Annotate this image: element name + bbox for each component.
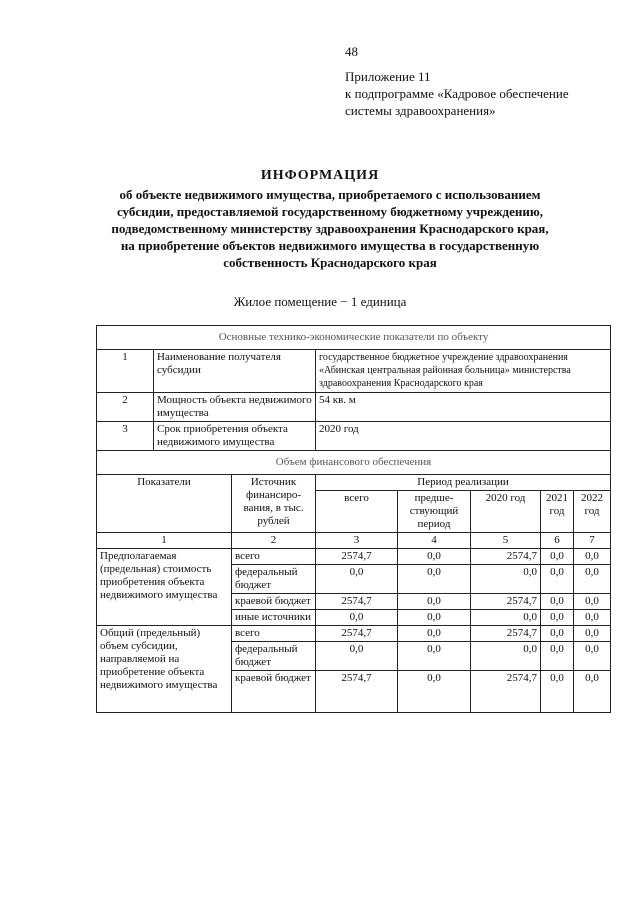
value-cell: 2574,7 <box>471 549 541 565</box>
value-cell: 0,0 <box>398 610 471 626</box>
value-cell: 0,0 <box>398 642 471 671</box>
col-number: 1 <box>97 533 232 549</box>
col-header-previous: предше-ствующий период <box>398 491 471 533</box>
column-number-row <box>97 533 611 549</box>
value-cell: 0,0 <box>574 594 611 610</box>
value-cell: 2574,7 <box>471 671 541 713</box>
value-cell: 0,0 <box>541 565 574 594</box>
value-cell: 0,0 <box>471 610 541 626</box>
value-cell: 0,0 <box>541 626 574 642</box>
value-cell: 0,0 <box>574 671 611 713</box>
tech-row-number: 2 <box>97 393 154 421</box>
col-number: 3 <box>316 533 398 549</box>
value-cell: 2574,7 <box>316 549 398 565</box>
value-cell: 2574,7 <box>471 594 541 610</box>
col-number: 6 <box>541 533 574 549</box>
tech-row-number: 3 <box>97 422 154 450</box>
tech-row <box>97 393 316 422</box>
value-cell: 0,0 <box>541 642 574 671</box>
object-subheading: Жилое помещение − 1 единица <box>233 294 407 309</box>
value-cell: 0,0 <box>398 626 471 642</box>
value-cell: 2574,7 <box>316 594 398 610</box>
col-number: 5 <box>471 533 541 549</box>
tech-row <box>97 350 316 393</box>
info-table <box>96 325 611 713</box>
tech-row-value: государственное бюджетное учреждение здравоохранения «Абинская центральная районная больница» министерства здравоохранения Краснодарского края <box>316 350 611 393</box>
col-header-2021: 2021 год <box>541 491 574 533</box>
indicator-cell: Предполагаемая (предельная) стоимость приобретения объекта недвижимого имущества <box>97 549 232 626</box>
appendix-note <box>345 68 569 119</box>
value-cell: 0,0 <box>541 610 574 626</box>
page-number: 48 <box>345 44 358 59</box>
finance-section-header: Объем финансового обеспечения <box>97 451 611 475</box>
source-cell: иные источники <box>232 610 316 626</box>
value-cell: 0,0 <box>316 642 398 671</box>
col-header-2022: 2022 год <box>574 491 611 533</box>
source-cell: краевой бюджет <box>232 594 316 610</box>
value-cell: 0,0 <box>541 594 574 610</box>
value-cell: 0,0 <box>316 565 398 594</box>
table-row <box>97 626 611 642</box>
value-cell: 2574,7 <box>316 626 398 642</box>
tech-row-label: Срок приобретения объекта недвижимого имущества <box>157 423 288 448</box>
source-cell: всего <box>232 626 316 642</box>
value-cell: 0,0 <box>471 565 541 594</box>
source-cell: краевой бюджет <box>232 671 316 713</box>
tech-section-header: Основные технико-экономические показатели по объекту <box>97 326 611 350</box>
value-cell: 0,0 <box>574 626 611 642</box>
value-cell: 0,0 <box>574 610 611 626</box>
col-header-total: всего <box>316 491 398 533</box>
tech-row-label: Мощность объекта недвижимого имущества <box>157 394 312 419</box>
subtitle-line: на приобретение объектов недвижимого имущества в государственную <box>120 238 540 253</box>
source-cell: федеральный бюджет <box>232 565 316 594</box>
appendix-line: к подпрограмме «Кадровое обеспечение <box>345 86 569 101</box>
value-cell: 0,0 <box>398 549 471 565</box>
value-cell: 0,0 <box>574 642 611 671</box>
value-cell: 0,0 <box>541 671 574 713</box>
value-cell: 0,0 <box>398 671 471 713</box>
col-header-period: Период реализации <box>316 475 611 491</box>
col-number: 7 <box>574 533 611 549</box>
value-cell: 0,0 <box>574 549 611 565</box>
tech-row-number: 1 <box>97 350 154 392</box>
appendix-line: Приложение 11 <box>345 69 431 84</box>
value-cell: 2574,7 <box>316 671 398 713</box>
col-number: 2 <box>232 533 316 549</box>
tech-row-value: 2020 год <box>316 422 611 451</box>
appendix-line: системы здравоохранения» <box>345 103 496 118</box>
col-header-indicators: Показатели <box>97 475 232 533</box>
source-cell: федеральный бюджет <box>232 642 316 671</box>
tech-row-label: Наименование получателя субсидии <box>157 351 281 376</box>
value-cell: 0,0 <box>574 565 611 594</box>
col-number: 4 <box>398 533 471 549</box>
subtitle-line: собственность Краснодарского края <box>223 255 437 270</box>
value-cell: 0,0 <box>316 610 398 626</box>
tech-row-value: 54 кв. м <box>316 393 611 422</box>
col-header-2020: 2020 год <box>471 491 541 533</box>
value-cell: 0,0 <box>398 565 471 594</box>
value-cell: 2574,7 <box>471 626 541 642</box>
value-cell: 0,0 <box>398 594 471 610</box>
subtitle-line: субсидии, предоставляемой государственному бюджетному учреждению, <box>116 204 544 219</box>
col-header-source: Источник финансиро-вания, в тыс. рублей <box>232 475 316 533</box>
value-cell: 0,0 <box>471 642 541 671</box>
subtitle-line: подведомственному министерству здравоохранения Краснодарского края, <box>111 221 549 236</box>
source-cell: всего <box>232 549 316 565</box>
tech-row <box>97 422 316 451</box>
value-cell: 0,0 <box>541 549 574 565</box>
document-title: ИНФОРМАЦИЯ <box>260 168 380 183</box>
indicator-cell: Общий (предельный) объем субсидии, направляемой на приобретение объекта недвижимого имущества <box>97 626 232 713</box>
subtitle-line: об объекте недвижимого имущества, приобретаемого с использованием <box>119 187 541 202</box>
table-row <box>97 549 611 565</box>
document-subtitle <box>60 186 600 271</box>
